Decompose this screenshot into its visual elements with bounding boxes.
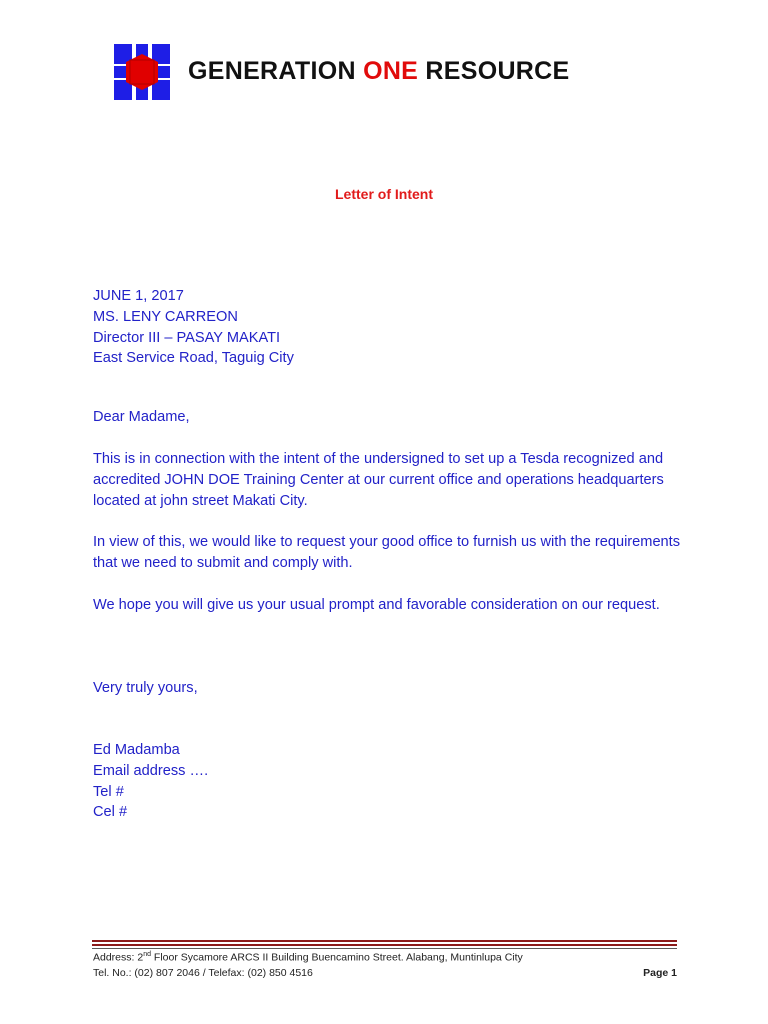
- footer-phones: Tel. No.: (02) 807 2046 / Telefax: (02) 850 4516: [93, 967, 313, 979]
- page-number: Page 1: [643, 967, 677, 979]
- footer-contacts: [93, 967, 677, 979]
- paragraph-1: This is in connection with the intent of the undersigned to set up a Tesda recognized and accredited JOHN DOE Training Center at our current office and operations headquarters located at john street Makati City.: [93, 451, 664, 509]
- company-logo-icon: [114, 44, 170, 100]
- paragraph-3: We hope you will give us your usual prompt and favorable consideration on our request.: [93, 597, 660, 613]
- company-name-accent: ONE: [363, 57, 419, 85]
- address-block: [93, 286, 693, 369]
- signatory-tel: Tel #: [93, 783, 124, 800]
- company-name-part2: RESOURCE: [418, 57, 570, 85]
- footer-address: [93, 951, 677, 964]
- salutation: Dear Madame,: [93, 409, 190, 425]
- company-name: [188, 57, 570, 86]
- closing: Very truly yours,: [93, 680, 198, 696]
- company-name-part1: GENERATION: [188, 57, 364, 85]
- footer-address-prefix: Address: 2: [93, 951, 144, 964]
- signature-block: [93, 740, 693, 823]
- signatory-cel: Cel #: [93, 804, 128, 821]
- footer-address-suffix: Floor Sycamore ARCS II Building Buencamino Street. Alabang, Muntinlupa City: [151, 951, 523, 964]
- document-title: Letter of Intent: [335, 186, 433, 202]
- paragraph-2: In view of this, we would like to request your good office to furnish us with the requirements that we need to submit and comply with.: [93, 534, 681, 571]
- recipient-street: East Service Road, Taguig City: [93, 350, 294, 367]
- recipient-position: Director III – PASAY MAKATI: [93, 329, 281, 346]
- footer-address-sup: nd: [143, 951, 151, 958]
- recipient-name: MS. LENY CARREON: [93, 308, 238, 325]
- signatory-name: Ed Madamba: [93, 742, 180, 758]
- footer-divider: [92, 940, 677, 951]
- signatory-email: Email address ….: [93, 762, 209, 779]
- letter-date: JUNE 1, 2017: [93, 288, 184, 304]
